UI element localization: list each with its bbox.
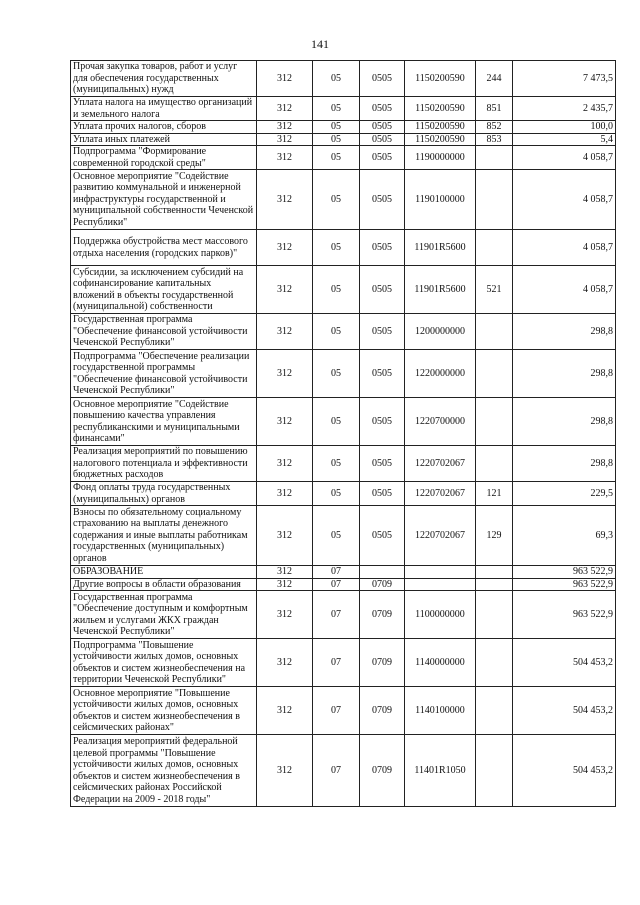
- target-item-code: 1190100000: [405, 170, 476, 230]
- table-row: [71, 591, 616, 639]
- ministry-code: 312: [257, 687, 313, 735]
- expense-type-code: 521: [476, 266, 513, 314]
- subsection-code: 0709: [360, 639, 405, 687]
- subsection-code: [360, 566, 405, 579]
- amount: 504 453,2: [513, 735, 616, 807]
- expense-type-code: [476, 446, 513, 482]
- subsection-code: 0505: [360, 146, 405, 170]
- section-code: 05: [313, 170, 360, 230]
- target-item-code: 1220702067: [405, 482, 476, 506]
- table-row: [71, 446, 616, 482]
- table-row: [71, 61, 616, 97]
- section-code: 05: [313, 398, 360, 446]
- table-row: [71, 170, 616, 230]
- expense-type-code: 853: [476, 133, 513, 146]
- table-row: [71, 735, 616, 807]
- amount: 963 522,9: [513, 566, 616, 579]
- target-item-code: 1150200590: [405, 61, 476, 97]
- amount: 229,5: [513, 482, 616, 506]
- target-item-code: 11401R1050: [405, 735, 476, 807]
- expense-type-code: 852: [476, 121, 513, 134]
- subsection-code: 0505: [360, 350, 405, 398]
- target-item-code: 11901R5600: [405, 230, 476, 266]
- table-row: [71, 266, 616, 314]
- ministry-code: 312: [257, 230, 313, 266]
- section-code: 05: [313, 350, 360, 398]
- subsection-code: 0709: [360, 591, 405, 639]
- target-item-code: 1190000000: [405, 146, 476, 170]
- target-item-code: 1150200590: [405, 133, 476, 146]
- target-item-code: 1100000000: [405, 591, 476, 639]
- target-item-code: 1220702067: [405, 446, 476, 482]
- amount: 4 058,7: [513, 266, 616, 314]
- ministry-code: 312: [257, 591, 313, 639]
- ministry-code: 312: [257, 266, 313, 314]
- section-code: 07: [313, 578, 360, 591]
- expense-type-code: [476, 687, 513, 735]
- target-item-code: 1140100000: [405, 687, 476, 735]
- row-description: Взносы по обязательному социальному страхованию на выплаты денежного содержания и иные выплаты работникам государственных (муниципальных) органов: [71, 506, 257, 566]
- ministry-code: 312: [257, 97, 313, 121]
- amount: 7 473,5: [513, 61, 616, 97]
- target-item-code: [405, 578, 476, 591]
- amount: 298,8: [513, 398, 616, 446]
- ministry-code: 312: [257, 146, 313, 170]
- ministry-code: 312: [257, 639, 313, 687]
- expense-type-code: 851: [476, 97, 513, 121]
- table-row: [71, 121, 616, 134]
- subsection-code: 0505: [360, 398, 405, 446]
- section-code: 05: [313, 133, 360, 146]
- section-code: 05: [313, 266, 360, 314]
- amount: 298,8: [513, 446, 616, 482]
- section-code: 07: [313, 566, 360, 579]
- ministry-code: 312: [257, 133, 313, 146]
- subsection-code: 0505: [360, 314, 405, 350]
- expense-type-code: [476, 578, 513, 591]
- expense-type-code: 129: [476, 506, 513, 566]
- section-code: 07: [313, 639, 360, 687]
- table-row: [71, 398, 616, 446]
- table-row: [71, 687, 616, 735]
- expense-type-code: [476, 314, 513, 350]
- amount: 504 453,2: [513, 639, 616, 687]
- ministry-code: 312: [257, 506, 313, 566]
- subsection-code: 0505: [360, 121, 405, 134]
- amount: 4 058,7: [513, 146, 616, 170]
- expense-type-code: 244: [476, 61, 513, 97]
- table-row: [71, 482, 616, 506]
- row-description: Основное мероприятие "Содействие повышению качества управления республиканскими и муниципальными финансами": [71, 398, 257, 446]
- expense-type-code: [476, 146, 513, 170]
- row-description: Государственная программа "Обеспечение доступным и комфортным жильем и услугами ЖКХ граждан Чеченской Республики": [71, 591, 257, 639]
- ministry-code: 312: [257, 735, 313, 807]
- target-item-code: [405, 566, 476, 579]
- target-item-code: 1220702067: [405, 506, 476, 566]
- ministry-code: 312: [257, 350, 313, 398]
- row-description: Уплата налога на имущество организаций и земельного налога: [71, 97, 257, 121]
- table-row: [71, 350, 616, 398]
- amount: 5,4: [513, 133, 616, 146]
- table-row: [71, 97, 616, 121]
- target-item-code: 11901R5600: [405, 266, 476, 314]
- ministry-code: 312: [257, 170, 313, 230]
- target-item-code: 1150200590: [405, 97, 476, 121]
- expense-type-code: 121: [476, 482, 513, 506]
- section-code: 05: [313, 506, 360, 566]
- table-row: [71, 639, 616, 687]
- row-description: Уплата иных платежей: [71, 133, 257, 146]
- expense-type-code: [476, 566, 513, 579]
- amount: 298,8: [513, 350, 616, 398]
- ministry-code: 312: [257, 61, 313, 97]
- expense-type-code: [476, 639, 513, 687]
- subsection-code: 0505: [360, 170, 405, 230]
- row-description: Основное мероприятие "Содействие развитию коммунальной и инженерной инфраструктуры государственной и муниципальной собственности Чеченской Республики": [71, 170, 257, 230]
- section-code: 05: [313, 482, 360, 506]
- subsection-code: 0505: [360, 446, 405, 482]
- subsection-code: 0505: [360, 133, 405, 146]
- amount: 963 522,9: [513, 591, 616, 639]
- section-code: 05: [313, 121, 360, 134]
- expense-type-code: [476, 350, 513, 398]
- page-number: 141: [311, 37, 329, 51]
- budget-table: [70, 60, 616, 807]
- table-row: [71, 578, 616, 591]
- subsection-code: 0505: [360, 61, 405, 97]
- section-code: 05: [313, 97, 360, 121]
- expense-type-code: [476, 591, 513, 639]
- subsection-code: 0505: [360, 506, 405, 566]
- amount: 298,8: [513, 314, 616, 350]
- subsection-code: 0709: [360, 735, 405, 807]
- expense-type-code: [476, 170, 513, 230]
- target-item-code: 1140000000: [405, 639, 476, 687]
- ministry-code: 312: [257, 482, 313, 506]
- section-code: 07: [313, 687, 360, 735]
- row-description: Поддержка обустройства мест массового отдыха населения (городских парков)": [71, 230, 257, 266]
- section-code: 05: [313, 446, 360, 482]
- section-code: 07: [313, 591, 360, 639]
- row-description: Другие вопросы в области образования: [71, 578, 257, 591]
- section-code: 05: [313, 146, 360, 170]
- subsection-code: 0505: [360, 230, 405, 266]
- row-description: Основное мероприятие "Повышение устойчивости жилых домов, основных объектов и систем жизнеобеспечения в сейсмических районах": [71, 687, 257, 735]
- ministry-code: 312: [257, 446, 313, 482]
- target-item-code: 1220000000: [405, 350, 476, 398]
- section-code: 05: [313, 230, 360, 266]
- amount: 504 453,2: [513, 687, 616, 735]
- table-row: [71, 506, 616, 566]
- ministry-code: 312: [257, 398, 313, 446]
- subsection-code: 0505: [360, 97, 405, 121]
- expense-type-code: [476, 735, 513, 807]
- ministry-code: 312: [257, 121, 313, 134]
- subsection-code: 0505: [360, 266, 405, 314]
- target-item-code: 1150200590: [405, 121, 476, 134]
- expense-type-code: [476, 230, 513, 266]
- table-row: [71, 566, 616, 579]
- row-description: Реализация мероприятий по повышению налогового потенциала и эффективности бюджетных расходов: [71, 446, 257, 482]
- row-description: Прочая закупка товаров, работ и услуг для обеспечения государственных (муниципальных) нужд: [71, 61, 257, 97]
- row-description: ОБРАЗОВАНИЕ: [71, 566, 257, 579]
- subsection-code: 0709: [360, 578, 405, 591]
- amount: 2 435,7: [513, 97, 616, 121]
- amount: 4 058,7: [513, 230, 616, 266]
- target-item-code: 1220700000: [405, 398, 476, 446]
- amount: 4 058,7: [513, 170, 616, 230]
- subsection-code: 0709: [360, 687, 405, 735]
- table-row: [71, 314, 616, 350]
- row-description: Реализация мероприятий федеральной целевой программы "Повышение устойчивости жилых домов, основных объектов и систем жизнеобеспечения в сейсмических районах Российской Федерации на 2009 - 2018 годы": [71, 735, 257, 807]
- table-row: [71, 146, 616, 170]
- expense-type-code: [476, 398, 513, 446]
- subsection-code: 0505: [360, 482, 405, 506]
- amount: 69,3: [513, 506, 616, 566]
- section-code: 05: [313, 61, 360, 97]
- row-description: Государственная программа "Обеспечение финансовой устойчивости Чеченской Республики": [71, 314, 257, 350]
- row-description: Подпрограмма "Обеспечение реализации государственной программы "Обеспечение финансовой устойчивости Чеченской Республики": [71, 350, 257, 398]
- row-description: Подпрограмма "Формирование современной городской среды": [71, 146, 257, 170]
- row-description: Фонд оплаты труда государственных (муниципальных) органов: [71, 482, 257, 506]
- table-row: [71, 133, 616, 146]
- section-code: 07: [313, 735, 360, 807]
- section-code: 05: [313, 314, 360, 350]
- row-description: Подпрограмма "Повышение устойчивости жилых домов, основных объектов и систем жизнеобеспечения на территории Чеченской Республики": [71, 639, 257, 687]
- row-description: Субсидии, за исключением субсидий на софинансирование капитальных вложений в объекты государственной (муниципальной) собственности: [71, 266, 257, 314]
- amount: 963 522,9: [513, 578, 616, 591]
- table-row: [71, 230, 616, 266]
- target-item-code: 1200000000: [405, 314, 476, 350]
- budget-table-body: [71, 61, 616, 807]
- ministry-code: 312: [257, 578, 313, 591]
- amount: 100,0: [513, 121, 616, 134]
- row-description: Уплата прочих налогов, сборов: [71, 121, 257, 134]
- ministry-code: 312: [257, 314, 313, 350]
- ministry-code: 312: [257, 566, 313, 579]
